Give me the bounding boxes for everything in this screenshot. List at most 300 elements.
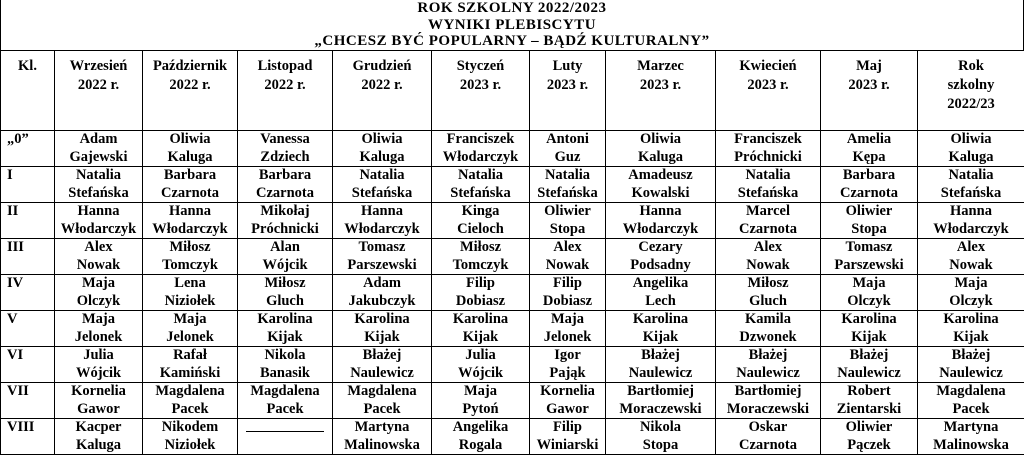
winner-first-name: Miłosz — [169, 239, 211, 255]
winner-cell — [918, 131, 1024, 167]
winner-cell — [530, 167, 606, 203]
winner-first-name: Martyna — [354, 419, 410, 435]
winner-last-name: Wójcik — [262, 256, 308, 273]
winner-first-name: Kinga — [461, 203, 500, 219]
winner-last-name: Parszewski — [834, 256, 904, 273]
winner-last-name: Stefańska — [940, 184, 1002, 201]
winner-last-name: Dobiasz — [455, 292, 506, 309]
winner-cell — [821, 311, 918, 347]
winner-first-name: Franciszek — [734, 131, 802, 147]
winner-first-name: Hanna — [77, 203, 120, 219]
winner-first-name: Barbara — [842, 167, 896, 183]
table-row — [1, 347, 1024, 383]
winner-first-name: Oliwia — [950, 131, 992, 147]
winner-first-name: Błażej — [362, 347, 402, 363]
winner-last-name: Stopa — [549, 220, 586, 237]
winner-cell — [55, 239, 143, 275]
winner-cell — [432, 203, 530, 239]
winner-cell — [918, 203, 1024, 239]
winner-last-name: Czarnota — [739, 220, 797, 237]
winner-cell — [918, 383, 1024, 419]
winner-cell — [530, 203, 606, 239]
winner-first-name: Magdalena — [347, 383, 417, 399]
winner-last-name: Olczyk — [847, 292, 891, 309]
winner-first-name: Błażej — [951, 347, 991, 363]
winner-cell — [238, 239, 333, 275]
winner-first-name: Karolina — [257, 311, 313, 327]
winner-cell — [238, 347, 333, 383]
winner-cell — [606, 311, 716, 347]
column-header — [606, 51, 716, 131]
winner-last-name: Pytoń — [462, 400, 499, 417]
class-label: VI — [1, 347, 55, 383]
winner-first-name: Kacper — [75, 419, 122, 435]
column-header-line: Wrzesień — [69, 58, 128, 74]
class-label: II — [1, 203, 55, 239]
winner-last-name: Stefańska — [351, 184, 413, 201]
winner-last-name: Naulewicz — [837, 364, 901, 381]
winner-cell — [716, 239, 821, 275]
winner-last-name: Kowalski — [631, 184, 690, 201]
winner-last-name: Kaluga — [948, 148, 994, 165]
winner-last-name: Naulewicz — [736, 364, 800, 381]
winner-first-name: Nikola — [264, 347, 306, 363]
winner-last-name: Kaluga — [167, 148, 213, 165]
winner-first-name: Amadeusz — [628, 167, 693, 183]
table-body — [1, 131, 1024, 455]
winner-first-name: Maja — [954, 275, 988, 291]
winner-cell — [55, 311, 143, 347]
winner-first-name: Julia — [83, 347, 114, 363]
header-results-title: WYNIKI PLEBISCYTU — [427, 16, 597, 33]
winner-cell — [333, 131, 432, 167]
winner-first-name: Mikołaj — [260, 203, 310, 219]
winner-last-name: Jelonek — [166, 328, 214, 345]
column-header-line: 2023 r. — [546, 77, 589, 93]
winner-cell — [238, 203, 333, 239]
table-row — [1, 131, 1024, 167]
winner-last-name: Kijak — [462, 328, 499, 345]
winner-last-name: Gluch — [266, 292, 304, 309]
winner-cell — [55, 383, 143, 419]
winner-last-name: Próchnicki — [734, 148, 802, 165]
winner-last-name: Gluch — [749, 292, 787, 309]
column-header-line: Maj — [856, 58, 882, 74]
winner-first-name: Barbara — [258, 167, 312, 183]
winner-first-name: Kornelia — [71, 383, 126, 399]
winner-cell — [432, 419, 530, 455]
winner-first-name: Bartłomiej — [734, 383, 802, 399]
column-header-line: 2023 r. — [848, 77, 890, 93]
column-header — [238, 51, 333, 131]
table-header-row — [1, 51, 1024, 131]
winner-last-name: Olczyk — [949, 292, 993, 309]
winner-first-name: Barbara — [163, 167, 217, 183]
winner-first-name: Igor — [554, 347, 581, 363]
winner-first-name: Robert — [847, 383, 891, 399]
table-row — [1, 275, 1024, 311]
winner-cell — [55, 419, 143, 455]
winner-last-name: Malinowska — [933, 436, 1009, 453]
winner-cell — [606, 239, 716, 275]
winner-last-name: Pączek — [847, 436, 891, 453]
table-row — [1, 419, 1024, 455]
winner-first-name: Cezary — [638, 239, 683, 255]
winner-cell — [821, 203, 918, 239]
winner-first-name: Magdalena — [250, 383, 320, 399]
winner-cell — [55, 167, 143, 203]
winner-cell — [530, 239, 606, 275]
winner-last-name: Olczyk — [76, 292, 121, 309]
winner-first-name: Bartłomiej — [627, 383, 694, 399]
winner-first-name: Karolina — [452, 311, 509, 327]
winner-first-name: Filip — [465, 275, 495, 291]
column-header-line: 2023 r. — [639, 77, 682, 93]
winner-cell — [143, 239, 238, 275]
winner-first-name: Nikodem — [161, 419, 219, 435]
column-header-line: Listopad — [257, 58, 313, 74]
winner-last-name: Stopa — [642, 436, 679, 453]
winner-last-name: Wójcik — [457, 364, 504, 381]
winner-cell — [238, 131, 333, 167]
winner-cell — [238, 311, 333, 347]
winner-last-name: Pająk — [549, 364, 586, 381]
winner-cell — [530, 275, 606, 311]
winner-last-name: Nowak — [76, 256, 121, 273]
winner-cell — [333, 167, 432, 203]
winner-cell — [432, 275, 530, 311]
winner-last-name: Pacek — [952, 400, 990, 417]
winner-first-name: Błażej — [849, 347, 889, 363]
winner-last-name: Stefańska — [450, 184, 511, 201]
winner-last-name: Niziołek — [164, 436, 216, 453]
column-header-line: 2022 r. — [77, 77, 120, 93]
winner-cell — [821, 383, 918, 419]
winner-first-name: Magdalena — [936, 383, 1006, 399]
winner-last-name: Tomczyk — [452, 256, 509, 273]
winner-last-name: Włodarczyk — [344, 220, 420, 237]
class-label: VII — [1, 383, 55, 419]
winner-last-name: Kijak — [267, 328, 303, 345]
winner-last-name: Kaluga — [359, 148, 405, 165]
winner-first-name: Alex — [753, 239, 783, 255]
winner-cell — [238, 383, 333, 419]
winner-last-name: Malinowska — [344, 436, 420, 453]
winner-last-name: Cieloch — [457, 220, 504, 237]
winner-last-name: Kaluga — [75, 436, 122, 453]
column-header — [821, 51, 918, 131]
winner-cell — [716, 167, 821, 203]
winner-first-name: Oliwier — [845, 203, 893, 219]
column-header-line: szkolny — [947, 77, 995, 93]
winner-cell — [333, 347, 432, 383]
winner-last-name: Jelonek — [543, 328, 592, 345]
winner-cell — [238, 167, 333, 203]
winner-last-name: Włodarczyk — [933, 220, 1009, 237]
winner-last-name: Guz — [554, 148, 581, 165]
winner-cell — [716, 311, 821, 347]
winner-cell — [716, 347, 821, 383]
winner-cell — [143, 311, 238, 347]
winner-cell — [606, 419, 716, 455]
column-header — [530, 51, 606, 131]
winner-cell — [238, 419, 333, 455]
column-header-line: Październik — [152, 58, 228, 74]
column-header — [143, 51, 238, 131]
winner-first-name: Hanna — [639, 203, 682, 219]
column-header-line: Luty — [552, 58, 583, 74]
class-label: „0” — [1, 131, 55, 167]
winner-last-name: Banasik — [260, 364, 310, 381]
column-header-line: 2022 r. — [169, 77, 211, 93]
winner-first-name: Rafał — [173, 347, 207, 363]
winner-cell — [143, 131, 238, 167]
winner-first-name: Hanna — [950, 203, 992, 219]
winner-first-name: Maja — [852, 275, 886, 291]
winner-cell — [333, 311, 432, 347]
winner-last-name: Naulewicz — [628, 364, 693, 381]
column-header-line: 2022 r. — [264, 77, 306, 93]
column-header — [918, 51, 1024, 131]
winner-first-name: Natalia — [75, 167, 122, 183]
column-header-line: Grudzień — [352, 58, 412, 74]
winner-first-name: Alex — [956, 239, 986, 255]
table-row — [1, 167, 1024, 203]
winner-cell — [821, 167, 918, 203]
column-header-line: Styczeń — [456, 58, 505, 74]
winner-last-name: Dobiasz — [542, 292, 593, 309]
winner-first-name: Marcel — [745, 203, 790, 219]
winner-last-name: Podsadny — [630, 256, 691, 273]
winner-last-name: Stefańska — [68, 184, 129, 201]
winner-first-name: Oliwia — [361, 131, 403, 147]
column-header-line: Rok — [958, 58, 984, 74]
winner-last-name: Włodarczyk — [442, 148, 519, 165]
winner-cell — [143, 275, 238, 311]
winner-cell — [238, 275, 333, 311]
table-row — [1, 203, 1024, 239]
winner-cell — [716, 275, 821, 311]
winner-cell — [530, 347, 606, 383]
winner-last-name: Jelonek — [74, 328, 123, 345]
column-header — [432, 51, 530, 131]
column-header-line: Marzec — [637, 58, 684, 74]
winner-cell — [432, 167, 530, 203]
winner-cell — [530, 419, 606, 455]
column-header-line: 2022 r. — [361, 77, 403, 93]
winner-cell — [55, 275, 143, 311]
winner-cell — [432, 131, 530, 167]
table-row — [1, 239, 1024, 275]
winner-first-name: Błażej — [641, 347, 680, 363]
winner-first-name: Filip — [552, 419, 582, 435]
winner-last-name: Pacek — [363, 400, 401, 417]
winner-first-name: Martyna — [943, 419, 999, 435]
winner-first-name: Magdalena — [155, 383, 225, 399]
winner-cell — [432, 383, 530, 419]
winner-cell — [606, 131, 716, 167]
column-header-line: Kl. — [18, 58, 37, 74]
winner-cell — [918, 275, 1024, 311]
winner-last-name: Kaluga — [637, 148, 684, 165]
winner-first-name: Maja — [550, 311, 584, 327]
winner-first-name: Karolina — [354, 311, 410, 327]
winner-first-name: Franciszek — [446, 131, 515, 147]
column-header-class — [1, 51, 55, 131]
winner-cell — [821, 239, 918, 275]
winner-last-name: Tomczyk — [162, 256, 218, 273]
winner-cell — [716, 419, 821, 455]
header-campaign-title: „CHCESZ BYĆ POPULARNY – BĄDŹ KULTURALNY” — [314, 33, 710, 49]
winner-first-name: Oliwia — [639, 131, 682, 147]
winner-last-name: Gajewski — [69, 148, 128, 165]
class-label: VIII — [1, 419, 55, 455]
winner-first-name: Natalia — [359, 167, 405, 183]
class-label: III — [1, 239, 55, 275]
winner-last-name: Gawor — [77, 400, 120, 417]
winner-first-name: Natalia — [745, 167, 791, 183]
winner-last-name: Lech — [645, 292, 676, 309]
winner-last-name: Włodarczyk — [622, 220, 699, 237]
winner-first-name: Alex — [553, 239, 582, 255]
winner-last-name: Kępa — [852, 148, 886, 165]
winner-cell — [333, 383, 432, 419]
winner-cell — [143, 419, 238, 455]
column-header-line: 2023 r. — [459, 77, 502, 93]
winner-first-name: Kornelia — [540, 383, 595, 399]
winner-first-name: Julia — [465, 347, 496, 363]
winner-last-name: Rogala — [458, 436, 503, 453]
winner-first-name: Angelika — [632, 275, 689, 291]
document-header — [0, 0, 1024, 50]
winner-last-name: Jakubczyk — [348, 292, 416, 309]
column-header-line: Kwiecień — [739, 58, 797, 74]
winner-cell — [716, 131, 821, 167]
winner-first-name: Nikola — [639, 419, 682, 435]
winner-first-name: Angelika — [452, 419, 509, 435]
winner-last-name: Zdziech — [260, 148, 310, 165]
column-header — [716, 51, 821, 131]
winner-cell — [530, 311, 606, 347]
winner-first-name: Adam — [79, 131, 118, 147]
winner-last-name: Niziołek — [164, 292, 216, 309]
winner-first-name: Miłosz — [459, 239, 502, 255]
winner-first-name: Natalia — [948, 167, 994, 183]
winner-cell — [432, 239, 530, 275]
column-header — [55, 51, 143, 131]
winner-last-name: Pacek — [171, 400, 209, 417]
winner-last-name: Stopa — [851, 220, 887, 237]
winner-cell — [821, 275, 918, 311]
winner-first-name: Tomasz — [845, 239, 893, 255]
winner-cell — [716, 203, 821, 239]
winner-last-name: Próchnicki — [251, 220, 319, 237]
winner-last-name: Kijak — [364, 328, 400, 345]
winner-cell — [143, 203, 238, 239]
winner-last-name: Kijak — [642, 328, 679, 345]
winner-first-name: Amelia — [846, 131, 892, 147]
column-header — [333, 51, 432, 131]
winner-first-name: Antoni — [546, 131, 589, 147]
winner-cell — [55, 203, 143, 239]
winner-last-name: Moraczewski — [619, 400, 702, 417]
header-school-year: ROK SZKOLNY 2022/2023 — [417, 0, 607, 16]
column-header-line: 2023 r. — [747, 77, 789, 93]
winner-first-name: Karolina — [943, 311, 999, 327]
winner-first-name: Karolina — [841, 311, 897, 327]
winner-first-name: Oliwier — [845, 419, 893, 435]
winner-first-name: Kamila — [745, 311, 791, 327]
winner-last-name: Kijak — [953, 328, 989, 345]
winner-first-name: Alan — [270, 239, 300, 255]
winner-last-name: Stefańska — [537, 184, 598, 201]
winner-last-name: Wójcik — [75, 364, 122, 381]
winner-last-name: Moraczewski — [726, 400, 810, 417]
table-row — [1, 383, 1024, 419]
winner-first-name: Hanna — [169, 203, 211, 219]
winner-cell — [530, 383, 606, 419]
winner-cell — [143, 347, 238, 383]
winner-first-name: Oliwier — [544, 203, 591, 219]
winner-cell — [606, 347, 716, 383]
winner-first-name: Alex — [84, 239, 113, 255]
winner-last-name: Włodarczyk — [152, 220, 228, 237]
winner-last-name: Czarnota — [840, 184, 898, 201]
winner-first-name: Vanessa — [260, 131, 310, 147]
class-label: V — [1, 311, 55, 347]
winner-cell — [55, 347, 143, 383]
winner-first-name: Oskar — [748, 419, 788, 435]
winner-cell — [918, 311, 1024, 347]
winner-last-name: Włodarczyk — [60, 220, 137, 237]
winner-last-name: Dzwonek — [739, 328, 797, 345]
winner-last-name: Czarnota — [739, 436, 797, 453]
winner-first-name: Karolina — [632, 311, 689, 327]
class-label: IV — [1, 275, 55, 311]
winner-cell — [333, 419, 432, 455]
winner-last-name: Czarnota — [161, 184, 219, 201]
winner-last-name: Zientarski — [836, 400, 902, 417]
winner-cell — [606, 275, 716, 311]
winner-cell — [606, 383, 716, 419]
winner-first-name: Miłosz — [747, 275, 789, 291]
winner-cell — [918, 167, 1024, 203]
winner-cell — [606, 203, 716, 239]
results-table — [0, 50, 1024, 455]
winner-last-name: Gawor — [546, 400, 589, 417]
winner-cell — [530, 131, 606, 167]
winner-first-name: Miłosz — [264, 275, 306, 291]
winner-cell — [821, 347, 918, 383]
winner-first-name: Maja — [173, 311, 207, 327]
winner-last-name: Nowak — [746, 256, 790, 273]
winner-first-name: Maja — [463, 383, 497, 399]
winner-first-name: Błażej — [748, 347, 788, 363]
table-row — [1, 311, 1024, 347]
winner-first-name: Natalia — [544, 167, 591, 183]
winner-last-name: Naulewicz — [350, 364, 414, 381]
winner-first-name: Hanna — [361, 203, 403, 219]
winner-cell — [432, 311, 530, 347]
winner-last-name: Winiarski — [536, 436, 599, 453]
winner-last-name: Parszewski — [347, 256, 417, 273]
winner-cell — [143, 383, 238, 419]
winner-first-name: Maja — [81, 311, 115, 327]
column-header-line: 2022/23 — [947, 96, 995, 112]
class-label: I — [1, 167, 55, 203]
winner-last-name: Stefańska — [737, 184, 799, 201]
winner-first-name: Oliwia — [169, 131, 211, 147]
